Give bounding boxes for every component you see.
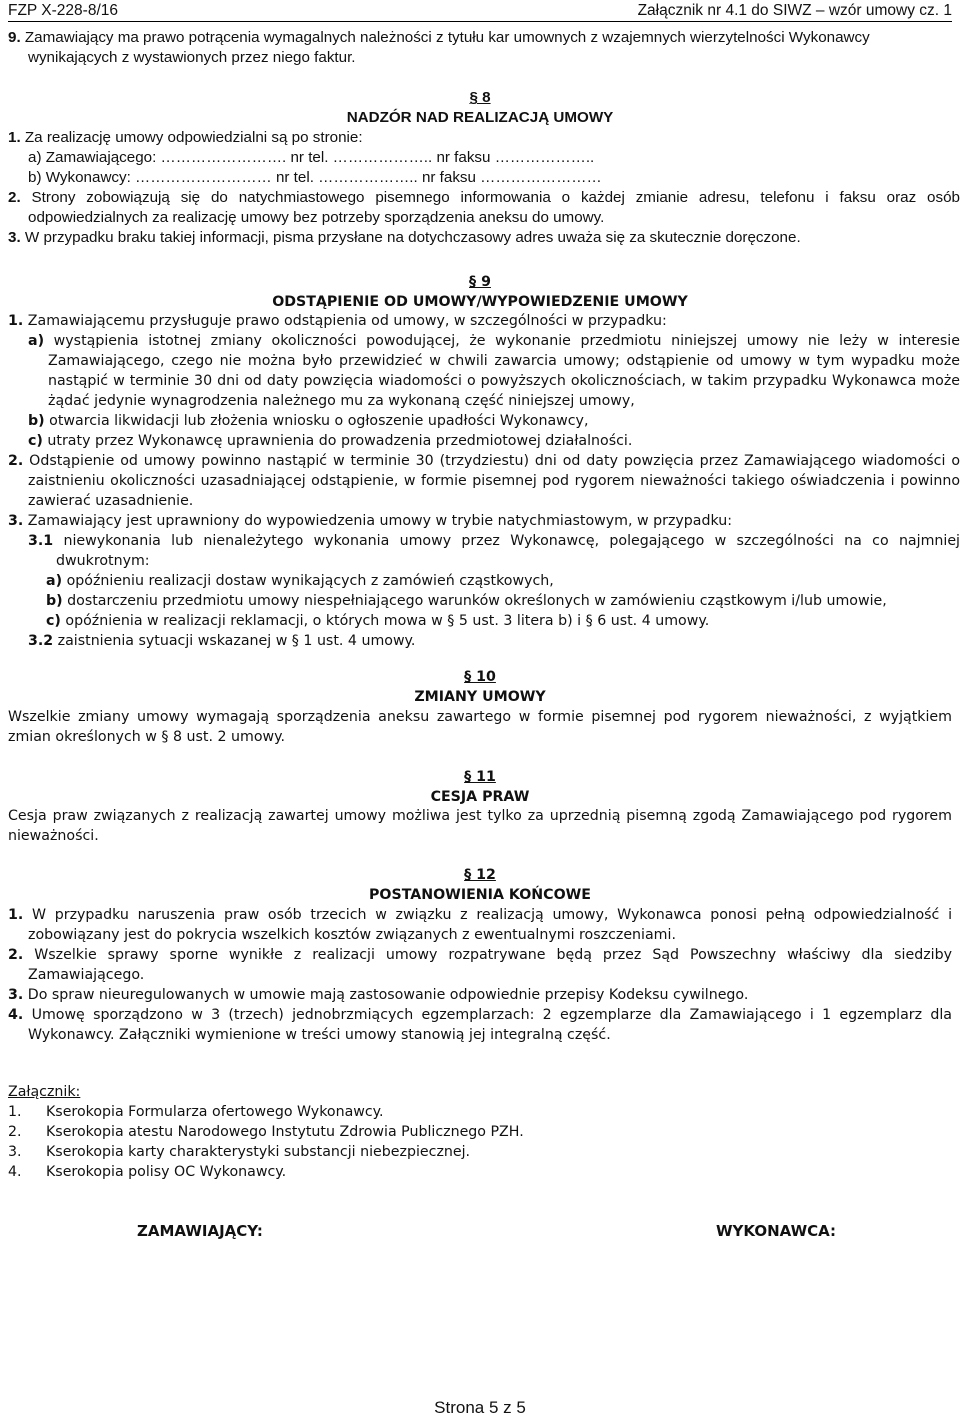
item-number: 1. <box>8 129 21 146</box>
section-12-body <box>8 905 952 1045</box>
section-8-heading <box>0 88 960 128</box>
section-11-heading <box>0 767 960 807</box>
item-text: dostarczeniu przedmiotu umowy niespełniającego warunków określonych w zamówieniu cząstkowym i/lub umowie, <box>67 593 887 609</box>
contact-wykonawca: b) Wykonawcy: ……………………… nr tel. ……………….. nr faksu …………………… <box>28 169 602 186</box>
item-number: 3. <box>8 513 24 529</box>
item-letter: a) <box>46 573 63 589</box>
item-letter: c) <box>28 433 43 449</box>
section-10-body: Wszelkie zmiany umowy wymagają sporządzenia aneksu zawartego w formie pisemnej pod rygorem nieważności, z wyjątkiem zmian określonych w § 8 ust. 2 umowy. <box>8 709 952 745</box>
section-12-heading <box>0 865 960 905</box>
item-text: utraty przez Wykonawcę uprawnienia do prowadzenia przedmiotowej działalności. <box>47 433 633 449</box>
item-letter: b) <box>46 593 63 609</box>
item-text: Do spraw nieuregulowanych w umowie mają zastosowanie odpowiednie przepisy Kodeksu cywilnego. <box>27 987 749 1003</box>
item-number: 3.2 <box>28 633 54 649</box>
item-number: 2. <box>8 453 24 469</box>
item-text: Za realizację umowy odpowiedzialni są po stronie: <box>24 129 363 146</box>
item-text: zaistnienia sytuacji wskazanej w § 1 ust. 4 umowy. <box>57 633 416 649</box>
section-title: ODSTĄPIENIE OD UMOWY/WYPOWIEDZENIE UMOWY <box>272 294 688 310</box>
item-number: 2. <box>8 189 21 206</box>
paragraph-text: Zamawiający ma prawo potrącenia wymagalnych należności z tytułu kar umownych z wzajemnych wierzytelności Wykonawcy wynikających z wystawionych przez niego faktur. <box>24 29 870 66</box>
list-item: 3. Kserokopia karty charakterystyki substancji niebezpiecznej. <box>8 1144 471 1160</box>
document-reference: FZP X-228-8/16 <box>8 2 118 19</box>
item-text: opóźnieniu realizacji dostaw wynikających z zamówień cząstkowych, <box>66 573 554 589</box>
section-title: ZMIANY UMOWY <box>414 689 546 705</box>
item-text: opóźnienia w realizacji reklamacji, o których mowa w § 5 ust. 3 litera b) i § 6 ust. 4 umowy. <box>65 613 710 629</box>
item-number: 4. <box>8 1007 24 1023</box>
item-text: niewykonania lub nienależytego wykonania umowy przez Wykonawcę, polegającego w szczególności na co najmniej dwukrotnym: <box>56 533 960 569</box>
section-number: § 11 <box>464 769 496 785</box>
section-title: NADZÓR NAD REALIZACJĄ UMOWY <box>346 109 614 126</box>
item-text: W przypadku naruszenia praw osób trzecich w związku z realizacją umowy, Wykonawca ponosi pełną odpowiedzialność i zobowiązany jest do pokrycia wszelkich kosztów związanych z ewentualnymi roszczeniami. <box>28 907 953 943</box>
section-title: CESJA PRAW <box>430 789 530 805</box>
section-11-body: Cesja praw związanych z realizacją zawartej umowy możliwa jest tylko za uprzednią pisemną zgodą Zamawiającego pod rygorem nieważności. <box>8 808 952 844</box>
attachment-reference: Załącznik nr 4.1 do SIWZ – wzór umowy cz. 1 <box>637 2 952 19</box>
attachments-title: Załącznik: <box>8 1084 81 1100</box>
item-number: 3. <box>8 229 21 246</box>
section-number: § 8 <box>469 89 491 106</box>
item-text: W przypadku braku takiej informacji, pisma przysłane na dotychczasowy adres uważa się za skutecznie doręczone. <box>24 229 801 246</box>
section-8-body <box>8 128 960 248</box>
item-number: 9. <box>8 29 21 46</box>
section-number: § 9 <box>469 274 491 290</box>
list-item: 4. Kserokopia polisy OC Wykonawcy. <box>8 1164 287 1180</box>
section-9-heading <box>0 272 960 312</box>
item-text: Strony zobowiązują się do natychmiastowego pisemnego informowania o każdej zmianie adresu, telefonu i faksu oraz osób odpowiedzialnych za realizację umowy bez potrzeby sporządzenia aneksu do umowy. <box>28 189 960 226</box>
section-number: § 12 <box>464 867 496 883</box>
section-9-body <box>8 311 960 651</box>
item-number: 3. <box>8 987 24 1003</box>
list-item: 1. Kserokopia Formularza ofertowego Wykonawcy. <box>8 1104 384 1120</box>
item-text: Umowę sporządzono w 3 (trzech) jednobrzmiących egzemplarzach: 2 egzemplarze dla Zamawiającego i 1 egzemplarz dla Wykonawcy. Załączniki wymienione w treści umowy stanowią jej integralną część. <box>28 1007 952 1043</box>
item-text: wystąpienia istotnej zmiany okoliczności powodującej, że wykonanie przedmiotu niniejszej umowy nie leży w interesie Zamawiającego, czego nie można było przewidzieć w chwili zawarcia umowy; odstąpienie od umowy w tym wypadku może nastąpić w terminie 30 dni od daty powzięcia wiadomości o powyższych okolicznościach, w takim przypadku Wykonawca może żądać jedynie wynagrodzenia należnego mu za wykonaną część niniejszej umowy, <box>48 333 960 409</box>
signature-wykonawca: WYKONAWCA: <box>716 1222 837 1240</box>
item-text: otwarcia likwidacji lub złożenia wniosku o ogłoszenie upadłości Wykonawcy, <box>49 413 589 429</box>
page-number: Strona 5 z 5 <box>434 1398 526 1417</box>
item-text: Zamawiający jest uprawniony do wypowiedzenia umowy w trybie natychmiastowym, w przypadku: <box>27 513 733 529</box>
item-text: Zamawiającemu przysługuje prawo odstąpienia od umowy, w szczególności w przypadku: <box>27 313 667 329</box>
signature-zamawiajacy: ZAMAWIAJĄCY: <box>137 1222 263 1240</box>
section-title: POSTANOWIENIA KOŃCOWE <box>369 887 591 903</box>
header-divider <box>8 21 952 22</box>
item-letter: b) <box>28 413 45 429</box>
section-10-heading <box>0 667 960 707</box>
item-text: Odstąpienie od umowy powinno nastąpić w terminie 30 (trzydziestu) dni od daty powzięcia przez Zamawiającego wiadomości o zaistnieniu okoliczności uzasadniającej odstąpienie, w formie pisemnej pod rygorem nieważności takiego oświadczenia i powinno zawierać uzasadnienie. <box>28 453 960 509</box>
contact-zamawiajacy: a) Zamawiającego: ……………………. nr tel. ……………….. nr faksu ……………….. <box>28 149 595 166</box>
item-number: 2. <box>8 947 24 963</box>
item-number: 1. <box>8 907 24 923</box>
section-number: § 10 <box>464 669 496 685</box>
item-number: 3.1 <box>28 533 54 549</box>
item-number: 1. <box>8 313 24 329</box>
item-text: Wszelkie sprawy sporne wynikłe z realizacji umowy rozpatrywane będą przez Sąd Powszechny właściwy dla siedziby Zamawiającego. <box>28 947 952 983</box>
item-letter: c) <box>46 613 61 629</box>
item-letter: a) <box>28 333 45 349</box>
attachments-list <box>8 1082 960 1182</box>
list-item: 2. Kserokopia atestu Narodowego Instytutu Zdrowia Publicznego PZH. <box>8 1124 524 1140</box>
page-header <box>8 2 952 22</box>
paragraph-9 <box>8 28 960 68</box>
